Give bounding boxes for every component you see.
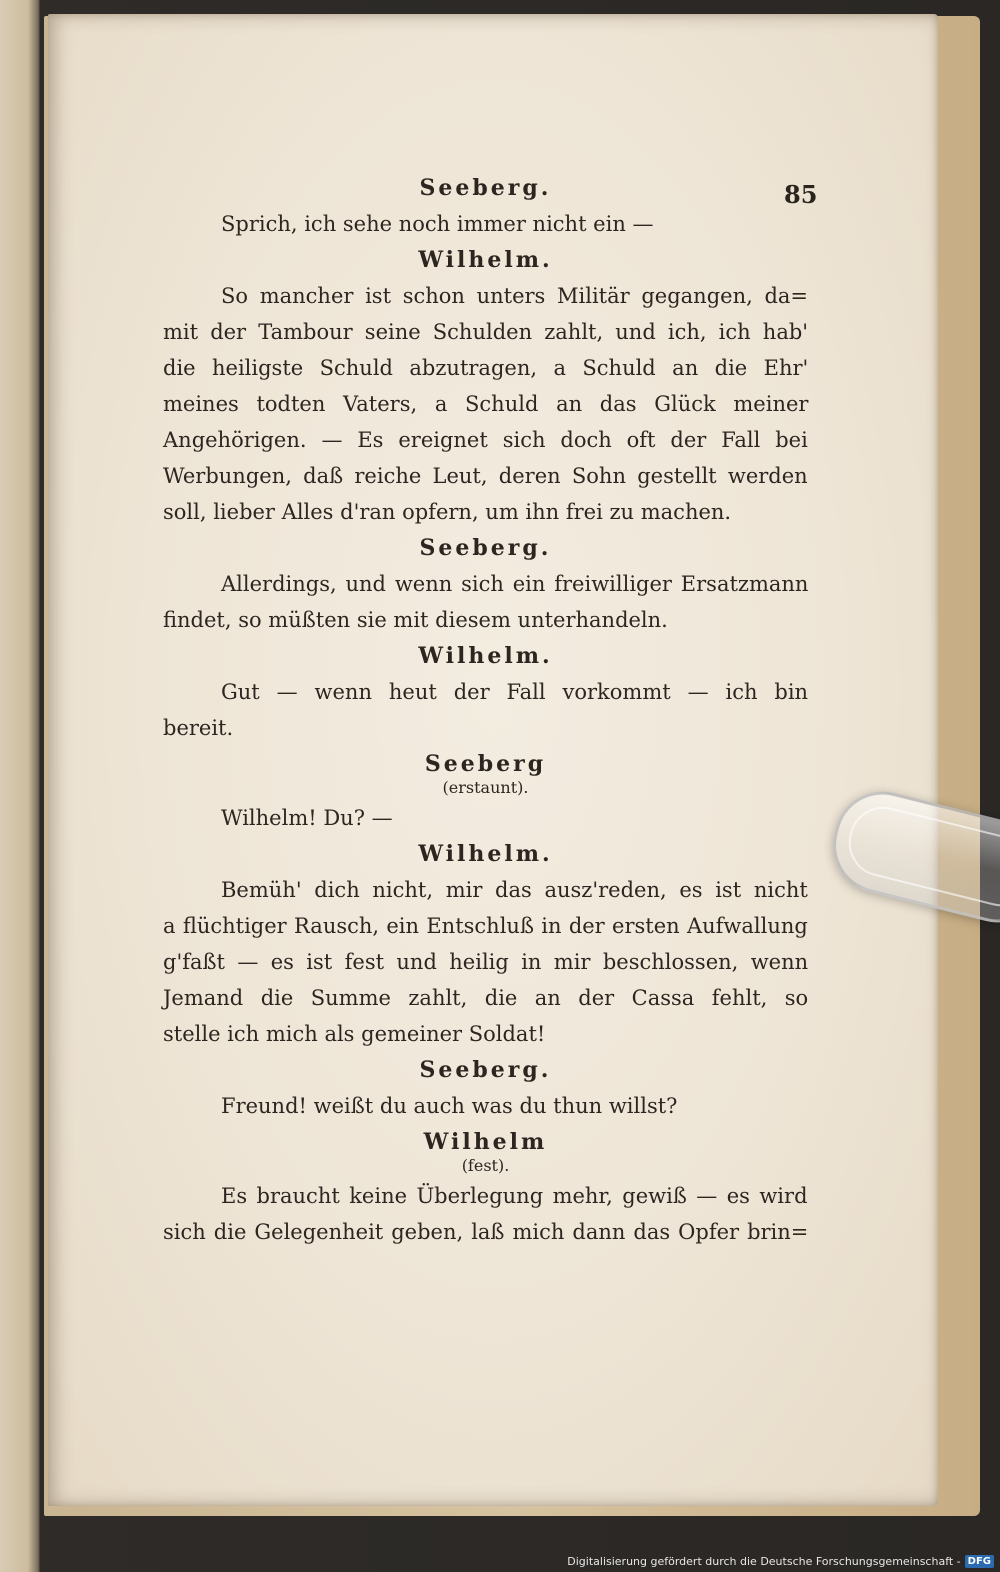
text-line: findet, so müßten sie mit diesem unterhandeln. bbox=[163, 608, 668, 632]
speech-paragraph bbox=[163, 872, 808, 1052]
speech-paragraph bbox=[163, 1178, 808, 1250]
previous-page-edge bbox=[0, 0, 40, 1572]
text-line: Angehörigen. — Es ereignet sich doch oft der Fall bei bbox=[163, 428, 808, 452]
speaker-name: Wilhelm bbox=[423, 1129, 548, 1155]
speech-paragraph bbox=[163, 566, 808, 638]
text-line: sich die Gelegenheit geben, laß mich dann das Opfer brin= bbox=[163, 1220, 809, 1244]
text-line: Freund! weißt du auch was du thun willst? bbox=[221, 1094, 678, 1118]
dfg-logo: DFG bbox=[965, 1555, 994, 1568]
digitization-credit bbox=[567, 1555, 994, 1568]
speaker-name: Seeberg. bbox=[419, 175, 552, 201]
text-line: stelle ich mich als gemeiner Soldat! bbox=[163, 1022, 546, 1046]
footer-text: Digitalisierung gefördert durch die Deutsche Forschungsgemeinschaft - bbox=[567, 1555, 961, 1568]
speech-paragraph bbox=[163, 206, 808, 242]
text-line: soll, lieber Alles d'ran opfern, um ihn frei zu machen. bbox=[163, 500, 732, 524]
text-line: meines todten Vaters, a Schuld an das Glück meiner bbox=[163, 392, 809, 416]
speaker-name: Seeberg. bbox=[419, 535, 552, 561]
text-line: bereit. bbox=[163, 716, 234, 740]
text-line: mit der Tambour seine Schulden zahlt, und ich, ich hab' bbox=[163, 320, 809, 344]
speaker-name: Seeberg. bbox=[419, 1057, 552, 1083]
speaker-name: Wilhelm. bbox=[418, 643, 553, 669]
text-line: g'faßt — es ist fest und heilig in mir beschlossen, wenn bbox=[163, 950, 809, 974]
speech-paragraph bbox=[163, 1088, 808, 1124]
text-line: Allerdings, und wenn sich ein freiwilliger Ersatzmann bbox=[221, 572, 809, 596]
text-line: Bemüh' dich nicht, mir das ausz'reden, es ist nicht bbox=[221, 878, 808, 902]
text-line: So mancher ist schon unters Militär gegangen, da= bbox=[221, 284, 808, 308]
text-line: Sprich, ich sehe noch immer nicht ein — bbox=[221, 212, 654, 236]
stage-direction: (erstaunt). bbox=[442, 778, 529, 797]
text-line: Jemand die Summe zahlt, die an der Cassa fehlt, so bbox=[163, 986, 809, 1010]
speech-paragraph bbox=[163, 674, 808, 746]
speaker-name: Wilhelm. bbox=[418, 841, 553, 867]
page-number: 85 bbox=[784, 180, 818, 209]
text-line: die heiligste Schuld abzutragen, a Schuld an die Ehr' bbox=[163, 356, 809, 380]
speech-paragraph bbox=[163, 278, 808, 530]
stage-direction: (fest). bbox=[461, 1156, 510, 1175]
speaker-name: Wilhelm. bbox=[418, 247, 553, 273]
text-line: Werbungen, daß reiche Leut, deren Sohn gestellt werden bbox=[163, 464, 808, 488]
page-text bbox=[163, 170, 808, 1250]
text-line: Es braucht keine Überlegung mehr, gewiß — es wird bbox=[221, 1184, 808, 1208]
speaker-name: Seeberg bbox=[424, 751, 547, 777]
text-line: Wilhelm! Du? — bbox=[221, 806, 393, 830]
speech-paragraph bbox=[163, 800, 808, 836]
text-line: a flüchtiger Rausch, ein Entschluß in der ersten Aufwallung bbox=[163, 914, 808, 938]
text-line: Gut — wenn heut der Fall vorkommt — ich bin bbox=[221, 680, 809, 704]
